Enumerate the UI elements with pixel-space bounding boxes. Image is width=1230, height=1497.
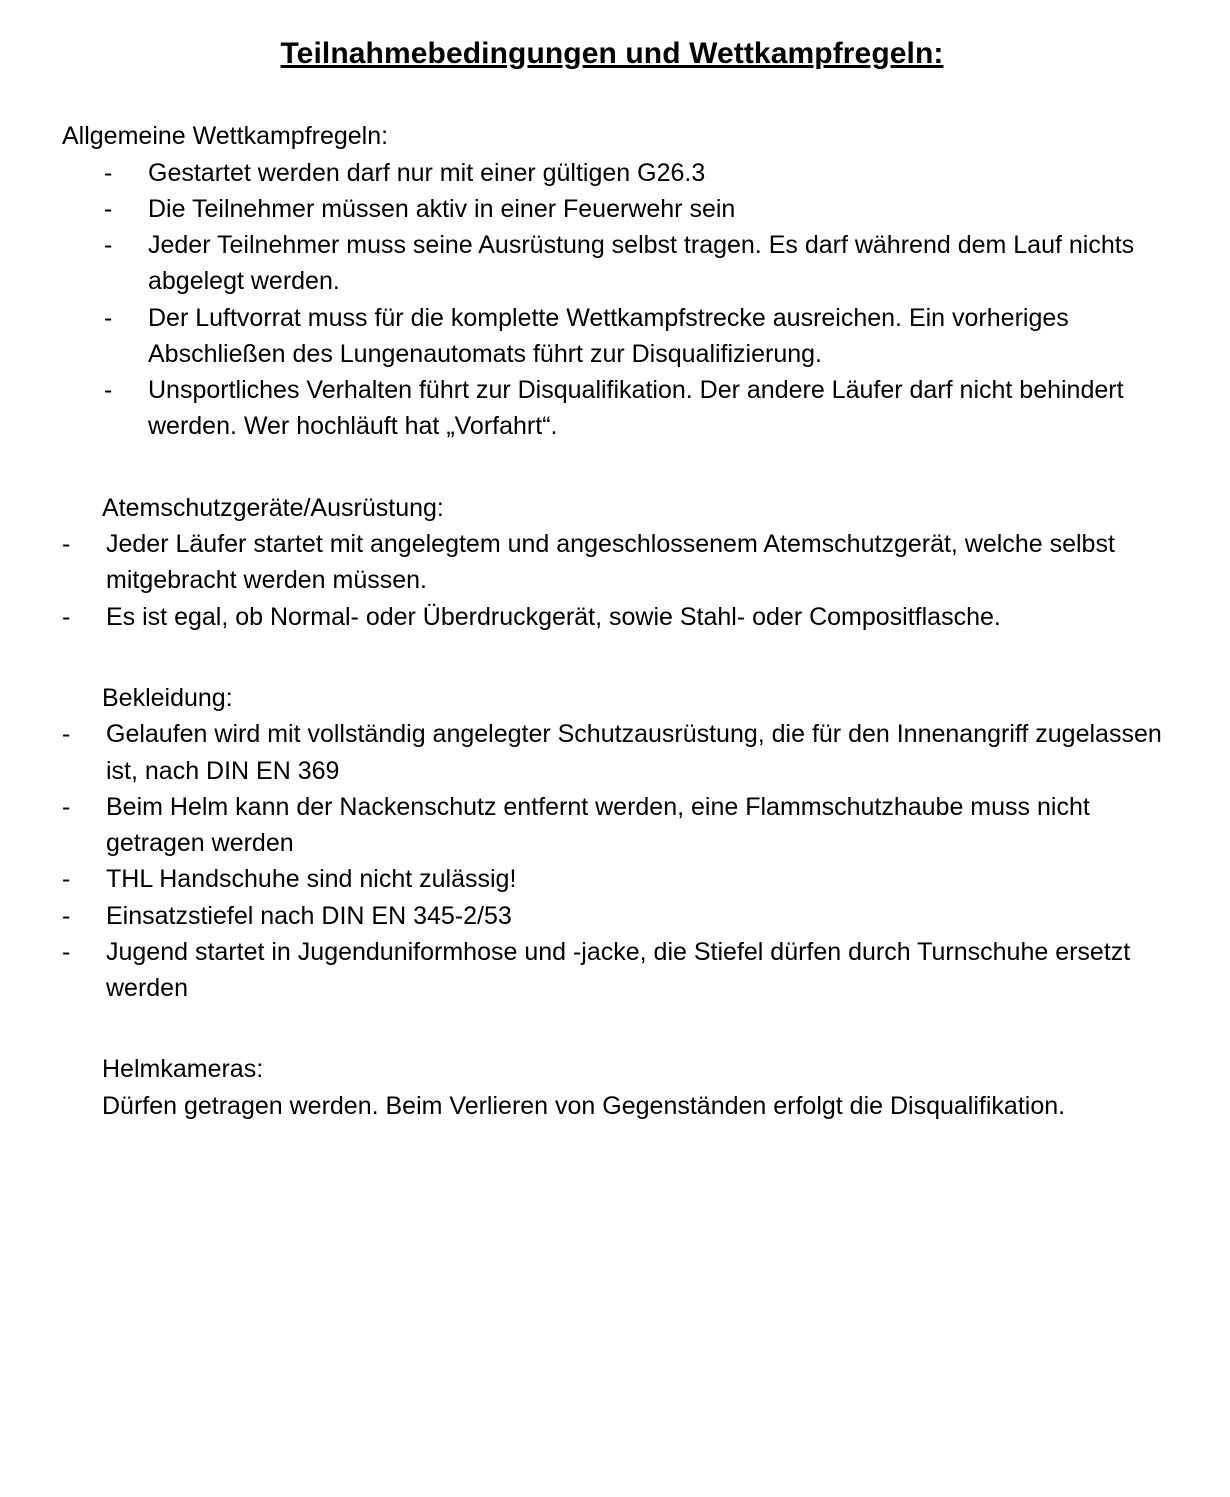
section-heading: Bekleidung: [102,683,233,712]
list-item-text: Beim Helm kann der Nackenschutz entfernt werden, eine Flammschutzhaube muss nicht getragen werden [106,792,1090,857]
list-item [62,191,1162,227]
list-item-text: Jugend startet in Jugenduniformhose und -jacke, die Stiefel dürfen durch Turnschuhe ersetzt werden [106,937,1131,1002]
section-heading: Allgemeine Wettkampfregeln: [62,122,389,150]
section-heading: Atemschutzgeräte/Ausrüstung: [102,493,444,522]
page-title: Teilnahmebedingungen und Wettkampfregeln: [280,37,944,70]
bullet-list [62,716,1162,1006]
bullet-marker: - [62,530,71,558]
bullet-marker: - [62,720,71,749]
section-heading: Helmkameras: [102,1055,264,1084]
list-item-text: Die Teilnehmer müssen aktiv in einer Feuerwehr sein [148,194,736,223]
list-item [62,526,1162,599]
list-item [62,372,1162,445]
bullet-marker: - [62,865,71,894]
list-item-text: Gestartet werden darf nur mit einer gültigen G26.3 [148,158,706,187]
list-item [62,227,1162,300]
bullet-marker: - [62,602,71,631]
bullet-marker: - [104,303,113,332]
list-item-text: Der Luftvorrat muss für die komplette Wettkampfstrecke ausreichen. Ein vorheriges Abschließen des Lungenautomats führt zur Disqualifizierung. [148,303,1069,368]
list-item-text: Jeder Läufer startet mit angelegtem und angeschlossenem Atemschutzgerät, welche selbst mitgebracht werden müssen. [106,530,1115,595]
section-helmkameras [62,1052,1162,1124]
spacer [62,73,1162,119]
bullet-marker: - [104,158,113,187]
bullet-marker: - [62,901,71,930]
bullet-marker: - [104,194,113,223]
spacer [62,635,1162,681]
list-item [62,934,1162,1007]
bullet-marker: - [62,937,71,966]
spacer [62,1006,1162,1052]
bullet-marker: - [104,376,113,404]
list-item [62,789,1162,862]
list-item [62,300,1162,373]
list-item-text: Jeder Teilnehmer muss seine Ausrüstung selbst tragen. Es darf während dem Lauf nichts abgelegt werden. [148,231,1135,296]
section-allgemeine-wettkampfregeln [62,119,1162,445]
list-item-text: Unsportliches Verhalten führt zur Disqualifikation. Der andere Läufer darf nicht behindert werden. Wer hochläuft hat „Vorfahrt“. [148,376,1124,441]
bullet-marker: - [62,792,71,821]
list-item [62,599,1162,635]
spacer [62,445,1162,491]
bullet-list [62,155,1162,445]
list-item-text: Es ist egal, ob Normal- oder Überdruckgerät, sowie Stahl- oder Compositflasche. [106,602,1001,631]
list-item [62,155,1162,191]
list-item [62,716,1162,789]
section-bekleidung [62,681,1162,1007]
list-item-text: Gelaufen wird mit vollständig angelegter Schutzausrüstung, die für den Innenangriff zugelassen ist, nach DIN EN 369 [106,720,1162,785]
list-item-text: THL Handschuhe sind nicht zulässig! [106,865,517,894]
bullet-list [62,526,1162,635]
list-item [62,861,1162,897]
list-item-text: Einsatzstiefel nach DIN EN 345-2/53 [106,901,512,930]
list-item [62,898,1162,934]
section-atemschutzgeraete-ausruestung [62,491,1162,635]
bullet-marker: - [104,231,113,259]
section-paragraph: Dürfen getragen werden. Beim Verlieren von Gegenständen erfolgt die Disqualifikation. [102,1091,1066,1120]
